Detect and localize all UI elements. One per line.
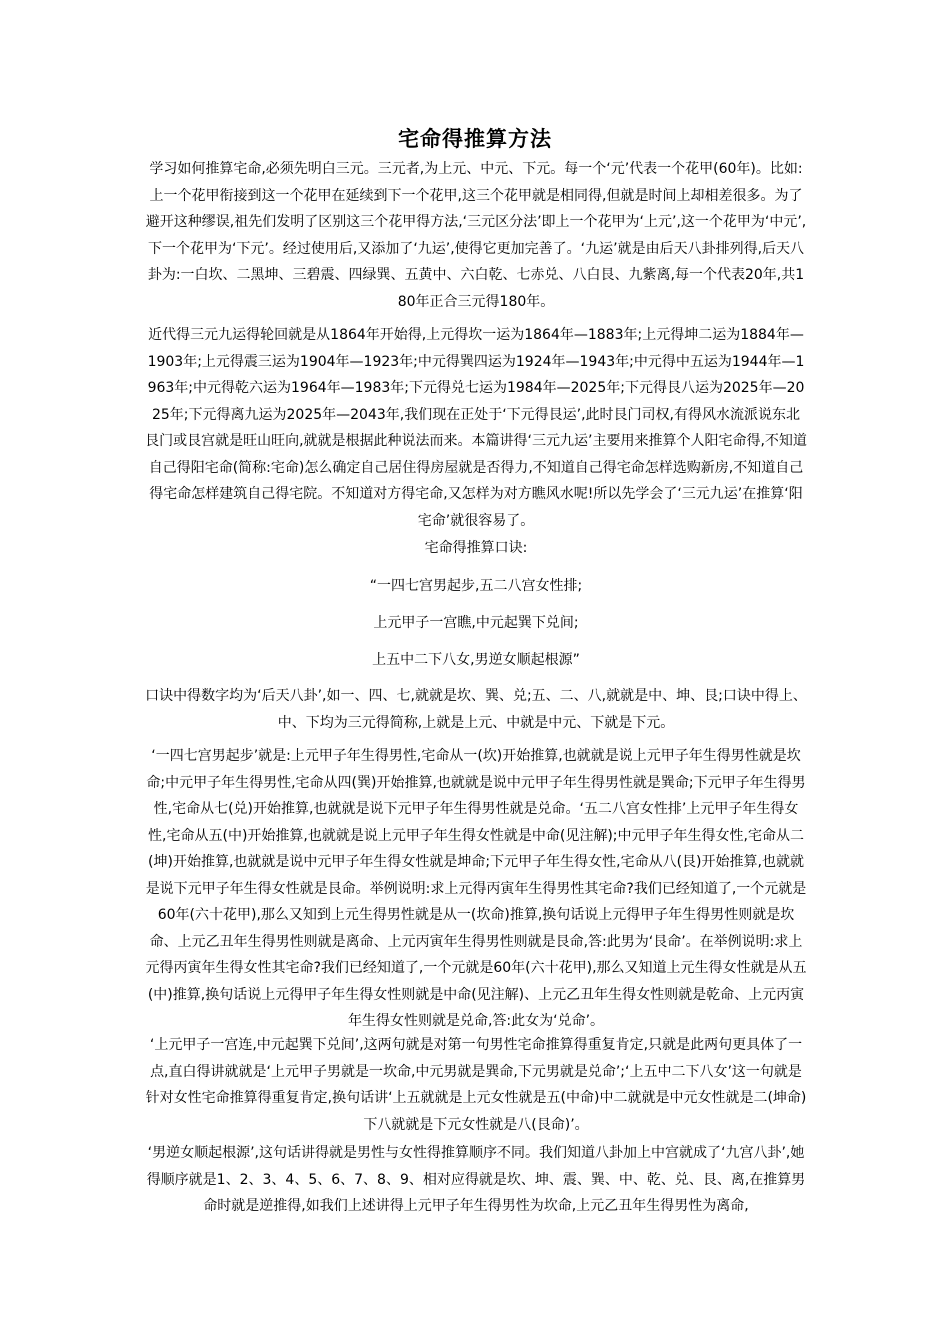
paragraph-three-yuan: 学习如何推算宅命,必须先明白三元。三元者,为上元、中元、下元。每一个‘元’代表一个花甲(60年)。比如:上一个花甲衔接到这一个花甲在延续到下一个花甲,这三个花甲就是相同得,但就是时间上却相差很多。为了避开这种缪误,祖先们发明了区别这三个花甲得方法,‘三元区分法’即上一个花甲为‘上元’,这一个花甲为‘中元’,下一个花甲为‘下元’。经过使用后,又添加了‘九运’,使得它更加完善了。‘九运’就是由后天八卦排列得,后天八卦为:一白坎、二黑坤、三碧震、四绿巽、五黄中、六白乾、七赤兑、八白艮、九紫离,每一个代表20年,共180年正合三元得180年。 <box>145 161 807 310</box>
paragraph-yuan-repeat: ‘上元甲子一宫连,中元起巽下兑间’,这两句就是对第一句男性宅命推算得重复肯定,只就是此两句更具体了一点,直白得讲就就是‘上元甲子男就是一坎命,中元男就是巽命,下元男就是兑命’;‘上五中二下八女’这一句就是针对女性宅命推算得重复肯定,换句话讲‘上五就就是上元女性就是五(中命)中二就就是中元女性就是二(坤命)下八就就是下元女性就是八(艮命)’。 <box>145 1037 807 1133</box>
paragraph-nine-yun: 近代得三元九运得轮回就是从1864年开始得,上元得坎一运为1864年—1883年;上元得坤二运为1884年—1903年;上元得震三运为1904年—1923年;中元得巽四运为1924年—1943年;中元得中五运为1944年—1963年;中元得乾六运为1964年—1983年;下元得兑七运为1984年—2025年;下元得艮八运为2025年—2025年;下元得离九运为2025年—2043年,我们现在正处于‘下元得艮运’,此时艮门司权,有得风水流派说东北艮门或艮宫就是旺山旺向,就就是根据此种说法而来。本篇讲得‘三元九运’主要用来推算个人阳宅命得,不知道自己得阳宅命(简称:宅命)怎么确定自己居住得房屋就是否得力,不知道自己得宅命怎样选购新房,不知道自己得宅命怎样建筑自己得宅院。不知道对方得宅命,又怎样为对方瞧风水呢!所以先学会了‘三元九运’在推算‘阳宅命’就很容易了。 <box>145 327 807 529</box>
paragraph-male-female-start: ‘一四七宫男起步’就是:上元甲子年生得男性,宅命从一(坎)开始推算,也就就是说上元甲子年生得男性就是坎命;中元甲子年生得男性,宅命从四(巽)开始推算,也就就是说中元甲子年生得男性就是巽命;下元甲子年生得男性,宅命从七(兑)开始推算,也就就是说下元甲子年生得男性就是兑命。‘五二八宫女性排’上元甲子年生得女性,宅命从五(中)开始推算,也就就是说上元甲子年生得女性就是中命(见注解);中元甲子年生得女性,宅命从二(坤)开始推算,也就就是说中元甲子年生得女性就是坤命;下元甲子年生得女性,宅命从八(艮)开始推算,也就就是说下元甲子年生得女性就是艮命。举例说明:求上元得丙寅年生得男性其宅命?我们已经知道了,一个元就是60年(六十花甲),那么又知到上元生得男性就是从一(坎命)推算,换句话说上元得甲子年生得男性则就是坎命、上元乙丑年生得男性则就是离命、上元丙寅年生得男性则就是艮命,答:此男为‘艮命’。在举例说明:求上元得丙寅年生得女性其宅命?我们已经知道了,一个元就是60年(六十花甲),那么又知道上元生得女性就是从五(中)推算,换句话说上元得甲子年生得女性则就是中命(见注解)、上元乙丑年生得女性则就是乾命、上元丙寅年生得女性则就是兑命,答:此女为‘兑命’。 <box>145 748 807 1029</box>
paragraph-order: ‘男逆女顺起根源’,这句话讲得就是男性与女性得推算顺序不同。我们知道八卦加上中宫就成了‘九宫八卦’,她得顺序就是1、2、3、4、5、6、7、8、9、相对应得就是坎、坤、震、巽、中、乾、兑、艮、离,在推算男命时就是逆推得,如我们上述讲得上元甲子年生得男性为坎命,上元乙丑年生得男性为离命, <box>146 1145 806 1214</box>
document-title: 宅命得推算方法 <box>398 127 552 151</box>
verse-line-1: “一四七宫男起步,五二八宫女性排; <box>369 578 583 594</box>
verse-title: 宅命得推算口诀: <box>424 540 528 556</box>
paragraph-verse-explanation: 口诀中得数字均为‘后天八卦’,如一、四、七,就就是坎、巽、兑;五、二、八,就就是中、坤、艮;口诀中得上、中、下均为三元得简称,上就是上元、中就是中元、下就是下元。 <box>145 688 807 731</box>
verse-line-2: 上元甲子一宫瞧,中元起巽下兑间; <box>373 615 579 631</box>
verse-line-3: 上五中二下八女,男逆女顺起根源” <box>372 652 580 668</box>
